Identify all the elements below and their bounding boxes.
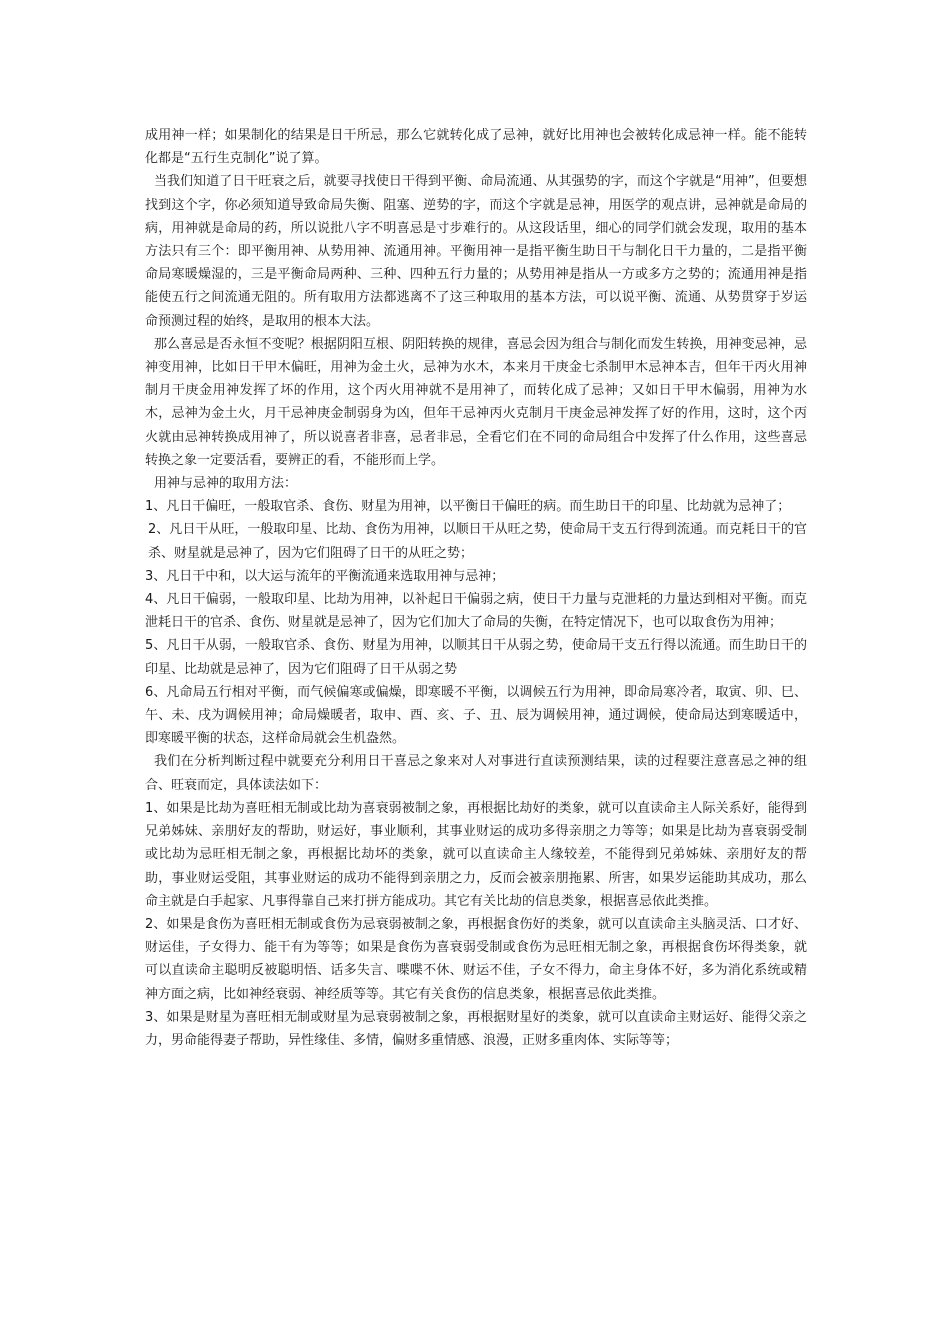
document-page (145, 124, 807, 1052)
paragraph-continuation: 成用神一样；如果制化的结果是日干所忌，那么它就转化成了忌神，就好比用神也会被转化成忌神一样。能不能转化都是“五行生克制化”说了算。 (145, 128, 807, 167)
list-item-method-4: 4、凡日干偏弱，一般取印星、比劫为用神，以补起日干偏弱之病，使日干力量与克泄耗的力量达到相对平衡。而克泄耗日干的官杀、食伤、财星就是忌神了，因为它们加大了命局的失衡，在特定情况下，也可以取食伤为用神； (145, 592, 807, 631)
list-item-method-2: 2、凡日干从旺，一般取印星、比劫、食伤为用神，以顺日干从旺之势，使命局干支五行得到流通。而克耗日干的官杀、财星就是忌神了，因为它们阻碍了日干的从旺之势； (148, 522, 807, 561)
section-heading-methods: 用神与忌神的取用方法： (154, 476, 298, 492)
paragraph-yongshen-intro: 当我们知道了日干旺衰之后，就要寻找使日干得到平衡、命局流通、从其强势的字，而这个字就是“用神”，但要想找到这个字，你必须知道导致命局失衡、阻塞、逆势的字，而这个字就是忌神，用医学的观点讲，忌神就是命局的病，用神就是命局的药，所以说批八字不明喜忌是寸步难行的。从这段话里，细心的同学们就会发现，取用的基本方法只有三个：即平衡用神、从势用神、流通用神。平衡用神一是指平衡生助日干与制化日干力量的，二是指平衡命局寒暖燥湿的，三是平衡命局两种、三种、四种五行力量的；从势用神是指从一方或多方之势的；流通用神是指能使五行之间流通无阻的。所有取用方法都逃离不了这三种取用的基本方法，可以说平衡、流通、从势贯穿于岁运命预测过程的始终，是取用的根本大法。 (145, 174, 807, 329)
paragraph-reading-intro: 我们在分析判断过程中就要充分利用日干喜忌之象来对人对事进行直读预测结果，读的过程要注意喜忌之神的组合、旺衰而定，具体读法如下： (145, 754, 807, 793)
list-item-method-3: 3、凡日干中和，以大运与流年的平衡流通来选取用神与忌神； (145, 568, 505, 584)
paragraph-xiji-conversion: 那么喜忌是否永恒不变呢？根据阴阳互根、阴阳转换的规律，喜忌会因为组合与制化而发生转换，用神变忌神，忌神变用神，比如日干甲木偏旺，用神为金土火，忌神为水木，本来月干庚金七杀制甲木忌神本吉，但年干丙火用神制月干庚金用神发挥了坏的作用，这个丙火用神就不是用神了，而转化成了忌神；又如日干甲木偏弱，用神为水木，忌神为金土火，月干忌神庚金制弱身为凶，但年干忌神丙火克制月干庚金忌神发挥了好的作用，这时，这个丙火就由忌神转换成用神了，所以说喜者非喜，忌者非忌，全看它们在不同的命局组合中发挥了什么作用，这些喜忌转换之象一定要活看，要辨正的看，不能形而上学。 (145, 336, 807, 468)
list-item-reading-3: 3、如果是财星为喜旺相无制或财星为忌衰弱被制之象，再根据财星好的类象，就可以直读命主财运好、能得父亲之力，男命能得妻子帮助，异性缘佳、多情，偏财多重情感、浪漫，正财多重肉体、实际等等； (145, 1009, 807, 1048)
list-item-method-5: 5、凡日干从弱，一般取官杀、食伤、财星为用神，以顺其日干从弱之势，使命局干支五行得以流通。而生助日干的印星、比劫就是忌神了，因为它们阻碍了日干从弱之势 (145, 638, 807, 677)
list-item-reading-1: 1、如果是比劫为喜旺相无制或比劫为喜衰弱被制之象，再根据比劫好的类象，就可以直读命主人际关系好，能得到兄弟姊妹、亲朋好友的帮助，财运好，事业顺利，其事业财运的成功多得亲朋之力等等；如果是比劫为喜衰弱受制或比劫为忌旺相无制之象，再根据比劫坏的类象，就可以直读命主人缘较差，不能得到兄弟姊妹、亲朋好友的帮助，事业财运受阻，其事业财运的成功不能得到亲朋之力，反而会被亲朋拖累、所害，如果岁运能助其成功，那么命主就是白手起家、凡事得靠自己来打拼方能成功。其它有关比劫的信息类象，根据喜忌依此类推。 (145, 800, 807, 909)
list-item-method-1: 1、凡日干偏旺，一般取官杀、食伤、财星为用神，以平衡日干偏旺的病。而生助日干的印星、比劫就为忌神了； (145, 499, 791, 515)
list-item-method-6: 6、凡命局五行相对平衡，而气候偏寒或偏燥，即寒暖不平衡，以调候五行为用神，即命局寒冷者，取寅、卯、巳、午、未、戌为调候用神；命局燥暖者，取申、酉、亥、子、丑、辰为调候用神，通过调候，使命局达到寒暖适中，即寒暖平衡的状态，这样命局就会生机盎然。 (145, 684, 807, 747)
list-item-reading-2: 2、如果是食伤为喜旺相无制或食伤为忌衰弱被制之象，再根据食伤好的类象，就可以直读命主头脑灵活、口才好、财运佳，子女得力、能干有为等等；如果是食伤为喜衰弱受制或食伤为忌旺相无制之象，再根据食伤坏得类象，就可以直读命主聪明反被聪明悟、话多失言、喋喋不休、财运不佳，子女不得力，命主身体不好，多为消化系统或精神方面之病，比如神经衰弱、神经质等等。其它有关食伤的信息类象，根据喜忌依此类推。 (145, 916, 807, 1002)
